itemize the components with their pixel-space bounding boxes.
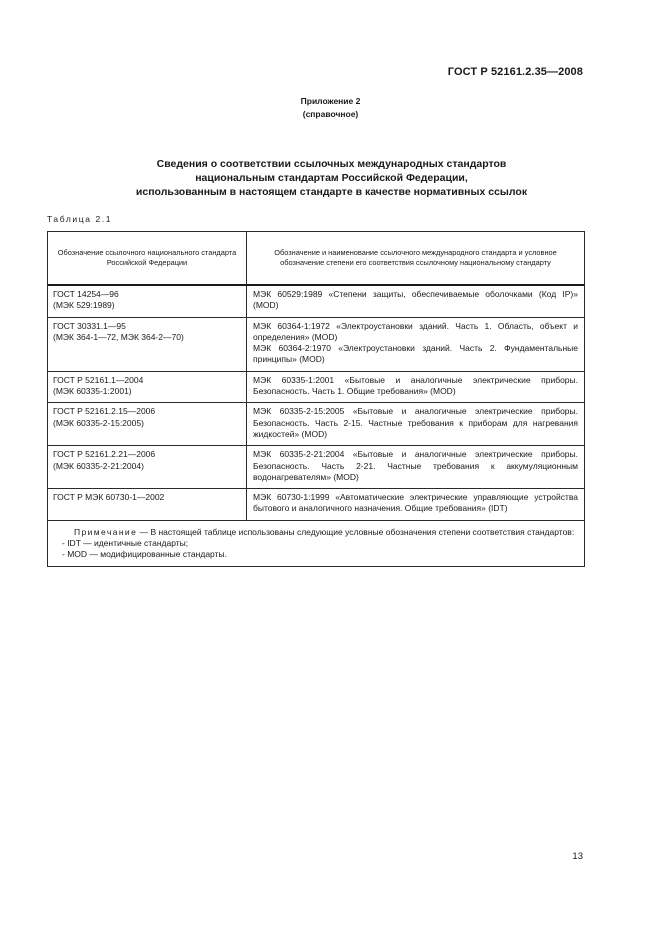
national-standard-cell — [48, 317, 247, 371]
standard-description: МЭК 60335-1:2001 «Бытовые и аналогичные электрические приборы. Безопасность. Часть 1. Общие требования» (MOD) — [253, 374, 578, 397]
national-standard-cell — [48, 489, 247, 521]
reference-table — [47, 231, 585, 567]
page-number: 13 — [572, 851, 583, 862]
international-standard-cell — [247, 371, 585, 403]
standard-designation: ГОСТ 14254—96 — [53, 289, 119, 299]
standard-designation: (МЭК 60335-1:2001) — [53, 386, 132, 397]
standard-description: МЭК 60529:1989 «Степени защиты, обеспечиваемые оболочками (Код IP)» (MOD) — [253, 289, 578, 311]
heading-line: национальным стандартам Российской Федерации, — [195, 172, 468, 184]
note-label: Примечание — [74, 526, 138, 537]
standard-description: МЭК 60364-2:1970 «Электроустановки зданий. Часть 2. Фундаментальные принципы» (MOD) — [253, 343, 578, 365]
national-standard-cell — [48, 446, 247, 489]
column-header-national-standard: Обозначение ссылочного национального стандарта Российской Федерации — [48, 232, 247, 286]
standard-designation: ГОСТ 30331.1—95 — [53, 320, 126, 331]
table-row — [48, 317, 585, 371]
table-row — [48, 446, 585, 489]
standard-designation: ГОСТ Р 52161.2.21—2006 — [53, 449, 156, 460]
standard-designation: ГОСТ Р 52161.1—2004 — [53, 374, 144, 385]
international-standard-cell — [247, 489, 585, 521]
standard-designation: ГОСТ Р МЭК 60730-1—2002 — [53, 492, 165, 503]
table-row — [48, 371, 585, 403]
annex-subtitle: (справочное) — [302, 109, 359, 119]
international-standard-cell — [247, 285, 585, 317]
standard-description: МЭК 60335-2-21:2004 «Бытовые и аналогичные электрические приборы. Безопасность. Часть 2-21. Частные требования к аккумуляционным водонагревателям» (MOD) — [253, 449, 578, 482]
note-text: — В настоящей таблице использованы следующие условные обозначения степени соответствия стандартов: — [139, 526, 575, 537]
international-standard-cell — [247, 403, 585, 446]
column-header-international-standard: Обозначение и наименование ссылочного международного стандарта и условное обозначение степени его соответствия ссылочному национальному стандарту — [247, 232, 585, 286]
heading-line: использованным в настоящем стандарте в качестве нормативных ссылок — [135, 186, 528, 198]
note-item: - MOD — модифицированные стандарты. — [62, 549, 227, 560]
table-row — [48, 285, 585, 317]
standard-designation: (МЭК 60335-2-21:2004) — [53, 460, 144, 471]
national-standard-cell — [48, 371, 247, 403]
standard-designation: ГОСТ Р 52161.2.15—2006 — [53, 406, 156, 417]
national-standard-cell — [48, 403, 247, 446]
section-heading — [60, 157, 603, 199]
standard-description: МЭК 60335-2-15:2005 «Бытовые и аналогичные электрические приборы. Безопасность. Часть 2-15. Частные требования к приборам для нагревания жидкостей» (MOD) — [253, 406, 578, 439]
heading-line: Сведения о соответствии ссылочных международных стандартов — [156, 158, 507, 170]
standard-designation: (МЭК 529:1989) — [53, 300, 115, 311]
standard-designation: (МЭК 364-1—72, МЭК 364-2—70) — [53, 331, 184, 342]
standard-description: МЭК 60730-1:1999 «Автоматические электрические управляющие устройства бытового и аналогичного назначения. Общие требования» (IDT) — [253, 492, 578, 514]
standard-designation: (МЭК 60335-2-15:2005) — [53, 417, 144, 428]
table-header-row — [48, 232, 585, 286]
international-standard-cell — [247, 446, 585, 489]
annex-title: Приложение 2 — [300, 96, 361, 106]
table-label: Таблица 2.1 — [47, 214, 113, 224]
table-row — [48, 403, 585, 446]
note-item: - IDT — идентичные стандарты; — [62, 537, 189, 548]
table-note — [48, 520, 585, 567]
document-id: ГОСТ Р 52161.2.35—2008 — [447, 66, 583, 78]
table-note-row — [48, 520, 585, 567]
national-standard-cell — [48, 285, 247, 317]
international-standard-cell — [247, 317, 585, 371]
standard-description: МЭК 60364-1:1972 «Электроустановки зданий. Часть 1. Область, объект и определения» (MOD) — [253, 320, 578, 342]
table-row — [48, 489, 585, 521]
